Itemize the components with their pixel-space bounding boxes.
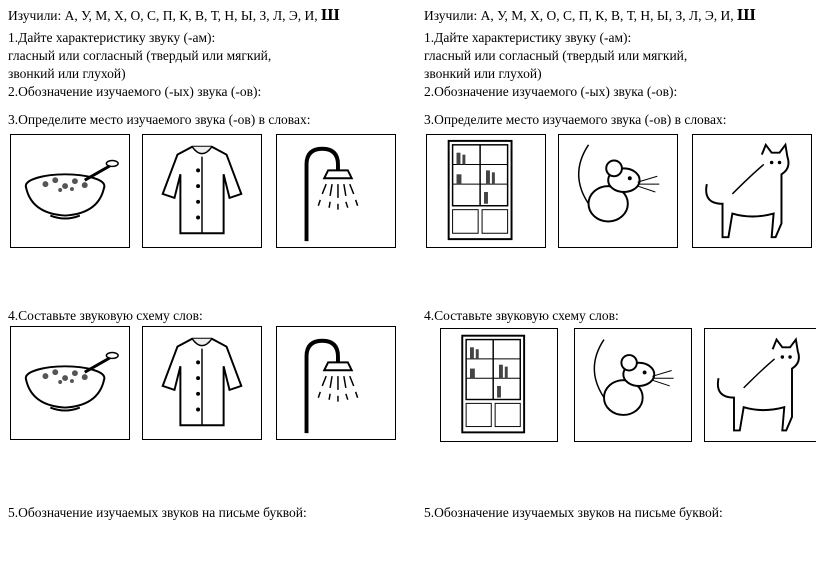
shower-icon — [277, 327, 395, 439]
task1-title: 1.Дайте характеристику звуку (-ам): — [8, 30, 216, 45]
task5: 5.Обозначение изучаемых звуков на письме буквой: — [8, 505, 307, 520]
picture-bookcase — [426, 134, 546, 248]
worksheet-left — [8, 0, 408, 569]
picture-bookcase-2 — [440, 328, 558, 442]
task1-title: 1.Дайте характеристику звуку (-ам): — [424, 30, 632, 45]
studied-letter: Ш — [737, 5, 756, 24]
picture-mouse-2 — [574, 328, 692, 442]
picture-shower — [276, 134, 396, 248]
picture-cat-2 — [704, 328, 816, 442]
task4: 4.Составьте звуковую схему слов: — [424, 308, 619, 323]
coat-icon — [143, 135, 261, 247]
picture-cat — [692, 134, 812, 248]
worksheet-right — [424, 0, 816, 569]
task3: 3.Определите место изучаемого звука (-ов) в словах: — [424, 112, 727, 127]
picture-coat-2 — [142, 326, 262, 440]
studied-letter: Ш — [321, 5, 340, 24]
task2: 2.Обозначение изучаемого (-ых) звука (-ов): — [424, 84, 678, 99]
task1-line3: звонкий или глухой) — [424, 66, 542, 81]
task1-line3: звонкий или глухой) — [8, 66, 126, 81]
mouse-icon — [559, 135, 677, 247]
task1-line2: гласный или согласный (твердый или мягкий, — [424, 48, 688, 63]
cat-icon — [705, 329, 816, 441]
studied-letters: Изучили: А, У, М, Х, О, С, П, К, В, Т, Н, Ы, З, Л, Э, И, Ш — [424, 5, 756, 24]
bowl-icon — [11, 135, 129, 247]
picture-mouse — [558, 134, 678, 248]
task2: 2.Обозначение изучаемого (-ых) звука (-ов): — [8, 84, 262, 99]
picture-bowl-2 — [10, 326, 130, 440]
task3: 3.Определите место изучаемого звука (-ов) в словах: — [8, 112, 311, 127]
task4: 4.Составьте звуковую схему слов: — [8, 308, 203, 323]
bookcase-icon — [441, 329, 557, 441]
studied-letters: Изучили: А, У, М, Х, О, С, П, К, В, Т, Н, Ы, З, Л, Э, И, Ш — [8, 5, 340, 24]
task1-line2: гласный или согласный (твердый или мягкий, — [8, 48, 272, 63]
picture-bowl — [10, 134, 130, 248]
cat-icon — [693, 135, 811, 247]
task5: 5.Обозначение изучаемых звуков на письме буквой: — [424, 505, 723, 520]
picture-coat — [142, 134, 262, 248]
shower-icon — [277, 135, 395, 247]
mouse-icon — [575, 329, 691, 441]
bookcase-icon — [427, 135, 545, 247]
coat-icon — [143, 327, 261, 439]
bowl-icon — [11, 327, 129, 439]
picture-shower-2 — [276, 326, 396, 440]
